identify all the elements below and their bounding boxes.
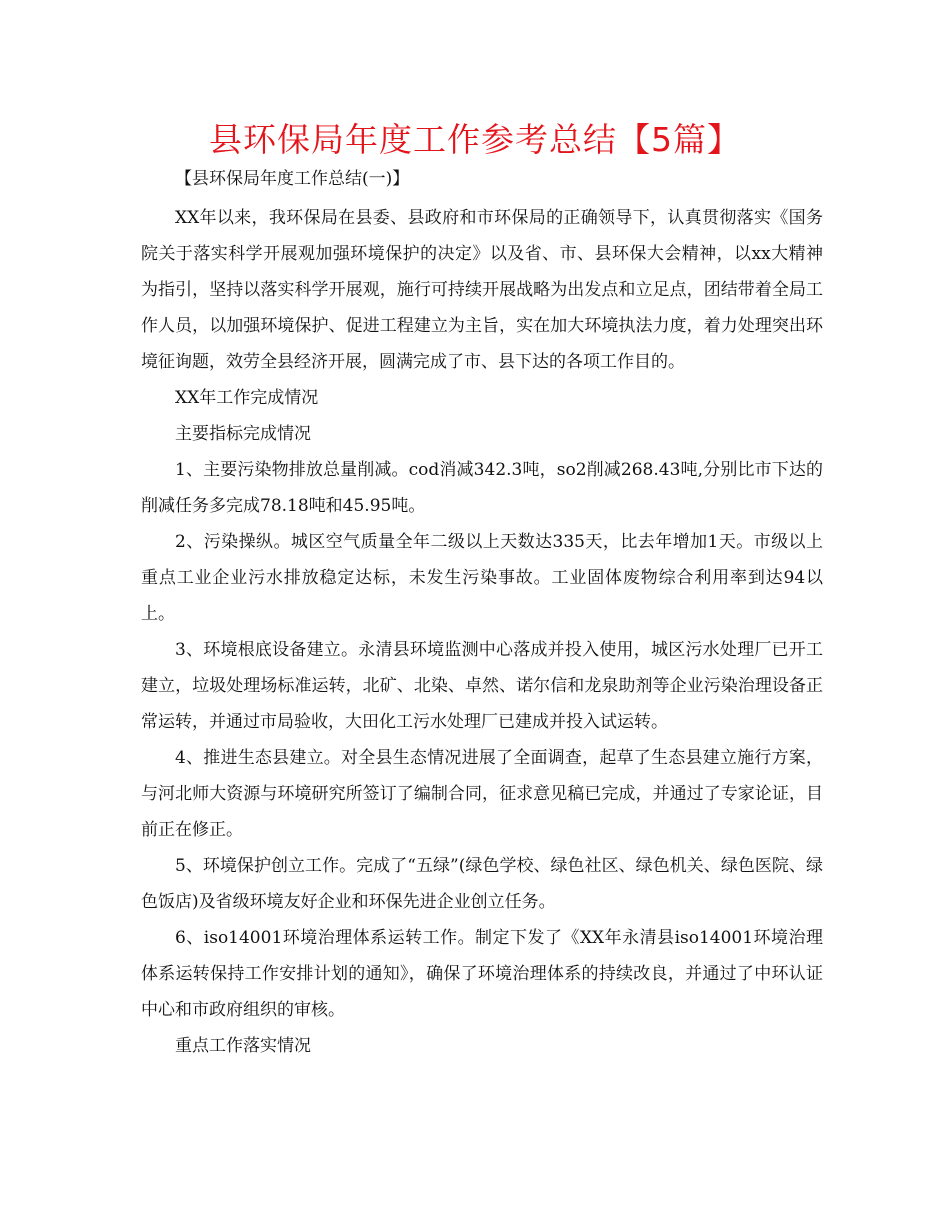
document-body <box>141 165 823 1064</box>
paragraph-item-5: 5、环境保护创立工作。完成了“五绿”(绿色学校、绿色社区、绿色机关、绿色医院、绿色饭店)及省级环境友好企业和环保先进企业创立任务。 <box>141 856 823 912</box>
paragraph-item-4: 4、推进生态县建立。对全县生态情况进展了全面调查，起草了生态县建立施行方案，与河北师大资源与环境研究所签订了编制合同，征求意见稿已完成，并通过了专家论证，目前正在修正。 <box>141 748 823 840</box>
paragraph-item-3: 3、环境根底设备建立。永清县环境监测中心落成并投入使用，城区污水处理厂已开工建立，垃圾处理场标准运转，北矿、北染、卓然、诺尔信和龙泉助剂等企业污染治理设备正常运转，并通过市局验收，大田化工污水处理厂已建成并投入试运转。 <box>141 640 823 732</box>
heading-key-work: 重点工作落实情况 <box>175 1036 311 1056</box>
section-heading: 【县环保局年度工作总结(一)】 <box>175 169 410 189</box>
paragraph-item-2: 2、污染操纵。城区空气质量全年二级以上天数达335天，比去年增加1天。市级以上重点工业企业污水排放稳定达标，未发生污染事故。工业固体废物综合利用率到达94以上。 <box>141 532 823 624</box>
paragraph-item-1: 1、主要污染物排放总量削减。cod消减342.3吨，so2削减268.43吨,分别比市下达的削减任务多完成78.18吨和45.95吨。 <box>141 460 823 516</box>
heading-completion: XX年工作完成情况 <box>175 388 319 408</box>
paragraph-item-6: 6、iso14001环境治理体系运转工作。制定下发了《XX年永清县iso14001环境治理体系运转保持工作安排计划的通知》，确保了环境治理体系的持续改良，并通过了中环认证中心和市政府组织的审核。 <box>141 928 823 1020</box>
paragraph-intro: XX年以来，我环保局在县委、县政府和市环保局的正确领导下，认真贯彻落实《国务院关于落实科学开展观加强环境保护的决定》以及省、市、县环保大会精神，以xx大精神为指引，坚持以落实科学开展观，施行可持续开展战略为出发点和立足点，团结带着全局工作人员，以加强环境保护、促进工程建立为主旨，实在加大环境执法力度，着力处理突出环境征询题，效劳全县经济开展，圆满完成了市、县下达的各项工作目的。 <box>141 208 823 372</box>
heading-indicators: 主要指标完成情况 <box>175 424 311 444</box>
document-title: 县环保局年度工作参考总结【5篇】 <box>209 120 741 159</box>
